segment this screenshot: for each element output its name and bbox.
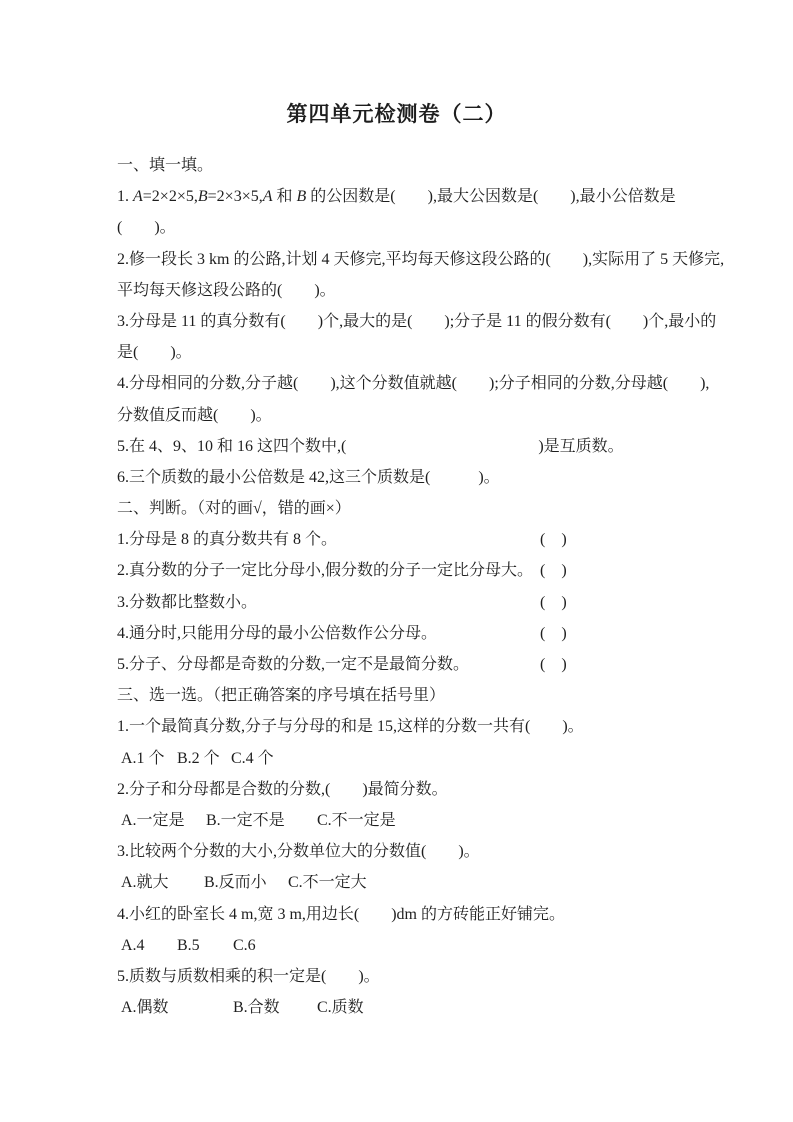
fill-question-2-line-1: 2.修一段长 3 km 的公路,计划 4 天修完,平均每天修这段公路的( ),实际用了 5 天修完, (117, 250, 725, 268)
option-a: A.就大 (121, 874, 169, 892)
judge-text: 5.分子、分母都是奇数的分数,一定不是最简分数。 (117, 656, 470, 673)
fill-question-6: 6.三个质数的最小公倍数是 42,这三个质数是( )。 (117, 468, 500, 486)
fill-question-3-line-1: 3.分母是 11 的真分数有( )个,最大的是( );分子是 11 的假分数有( )个,最小的 (117, 312, 717, 330)
fill-question-4-line-2: 分数值反而越( )。 (117, 406, 272, 424)
choice-question-2: 2.分子和分母都是合数的分数,( )最简分数。 (117, 780, 448, 798)
option-a: A.偶数 (121, 999, 169, 1017)
choice-question-5-options (117, 992, 683, 1023)
judge-text: 2.真分数的分子一定比分母小,假分数的分子一定比分母大。 (117, 562, 534, 580)
option-a: A.一定是 (121, 811, 185, 829)
option-c: C.6 (233, 936, 256, 954)
judge-item-3 (117, 587, 683, 618)
choice-question-2-options (117, 805, 683, 836)
fill-question-1-line-1: 1. A=2×2×5,B=2×3×5,A 和 B 的公因数是( ),最大公因数是( ),最小公倍数是 (117, 188, 676, 206)
variable-b: B (197, 188, 208, 206)
judge-item-1 (117, 524, 683, 555)
fill-question-4-line-1: 4.分母相同的分数,分子越( ),这个分数值就越( );分子相同的分数,分母越( ), (117, 375, 710, 393)
choice-question-4: 4.小红的卧室长 4 m,宽 3 m,用边长( )dm 的方砖能正好铺完。 (117, 905, 565, 923)
section-judge-heading: 二、判断。（对的画√，错的画×） (117, 500, 351, 518)
section-choice-heading: 三、选一选。（把正确答案的序号填在括号里） (117, 687, 446, 705)
option-b: B.2 个 (177, 749, 220, 767)
judge-text: 3.分数都比整数小。 (117, 593, 258, 611)
question-text: 的公因数是( ),最大公因数是( ),最小公倍数是 (306, 188, 676, 206)
option-b: B.合数 (233, 999, 280, 1017)
choice-question-5: 5.质数与质数相乘的积一定是( )。 (117, 967, 380, 985)
choice-question-1: 1.一个最简真分数,分子与分母的和是 15,这样的分数一共有( )。 (117, 718, 584, 736)
option-b: B.一定不是 (206, 811, 285, 829)
fill-question-5: 5.在 4、9、10 和 16 这四个数中,( )是互质数。 (117, 437, 624, 455)
judge-item-4 (117, 618, 683, 649)
option-c: C.不一定大 (288, 874, 367, 892)
option-c: C.不一定是 (317, 811, 396, 829)
option-b: B.反而小 (204, 874, 267, 892)
variable-a: A (133, 188, 143, 206)
answer-bracket: ( ) (540, 593, 567, 611)
fill-question-2-line-2: 平均每天修这段公路的( )。 (117, 281, 336, 299)
choice-question-3: 3.比较两个分数的大小,分数单位大的分数值( )。 (117, 843, 480, 861)
judge-text: 4.通分时,只能用分母的最小公倍数作公分母。 (117, 624, 438, 642)
choice-question-3-options (117, 867, 683, 898)
fill-question-3-line-2: 是( )。 (117, 344, 192, 362)
option-c: C.4 个 (231, 749, 274, 767)
answer-bracket: ( ) (540, 531, 567, 549)
variable-a: A (262, 188, 273, 206)
variable-b: B (296, 188, 307, 206)
page-title: 第四单元检测卷（二） (286, 102, 507, 126)
judge-item-5 (117, 649, 683, 680)
option-a: A.4 (121, 936, 145, 954)
choice-question-1-options (117, 743, 683, 774)
answer-bracket: ( ) (540, 656, 567, 673)
answer-bracket: ( ) (540, 624, 567, 642)
answer-bracket: ( ) (540, 562, 567, 580)
question-number: 1. (117, 188, 133, 206)
judge-text: 1.分母是 8 的真分数共有 8 个。 (117, 531, 338, 549)
fill-question-1-line-2: ( )。 (117, 219, 176, 237)
section-fill-heading: 一、填一填。 (117, 157, 214, 174)
judge-item-2 (117, 555, 683, 586)
option-c: C.质数 (317, 999, 364, 1017)
option-a: A.1 个 (121, 749, 165, 767)
option-b: B.5 (177, 936, 200, 954)
paper-body (0, 150, 793, 1023)
choice-question-4-options (117, 930, 683, 961)
